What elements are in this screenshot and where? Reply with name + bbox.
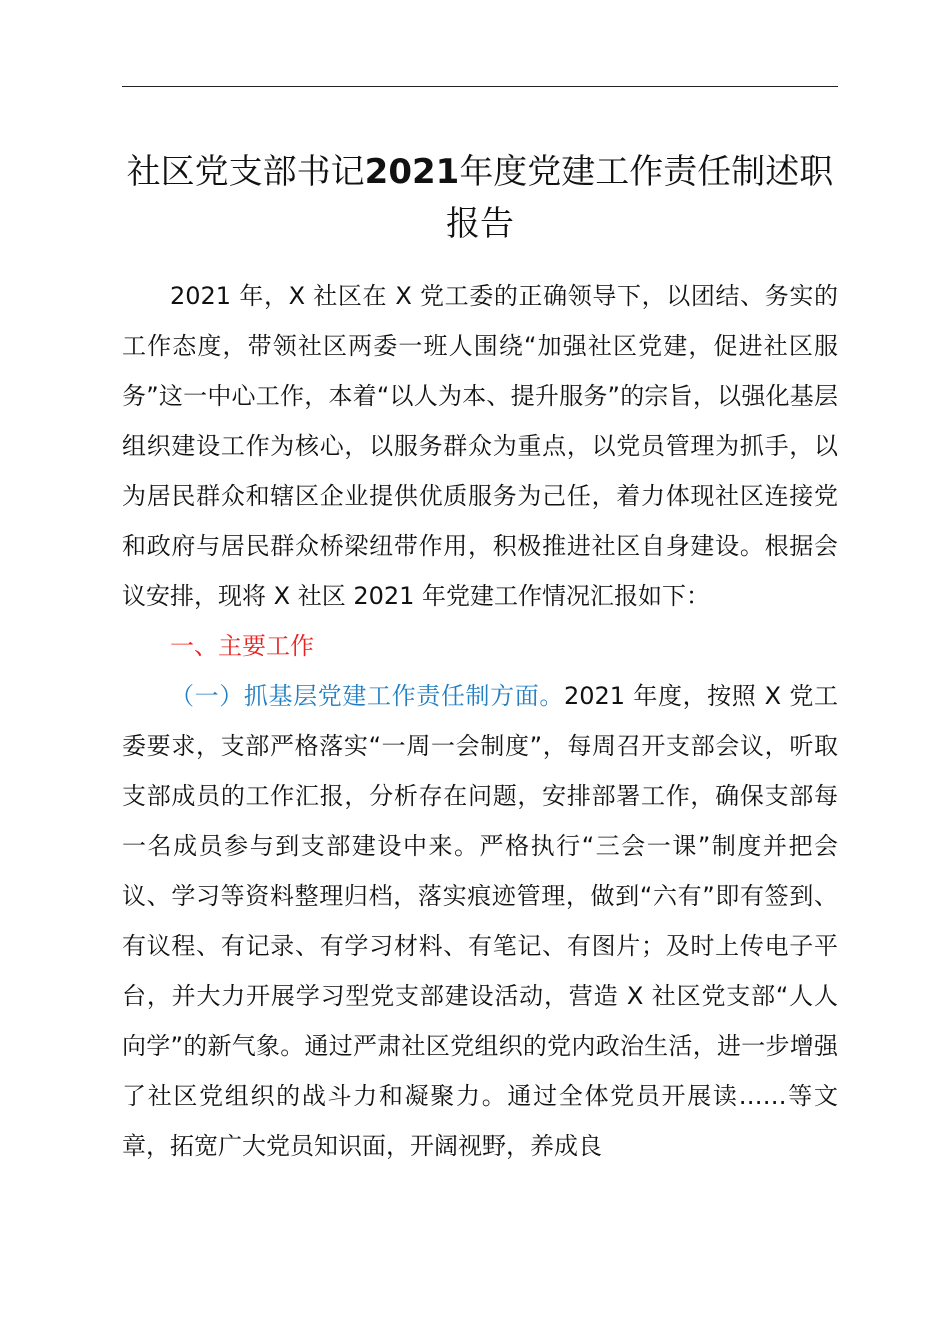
section-heading: 一、主要工作 xyxy=(170,632,314,660)
document-title xyxy=(122,146,838,250)
header-rule xyxy=(122,86,838,87)
title-text-prefix: 社区党支部书记 xyxy=(126,152,365,192)
document-body xyxy=(122,271,838,1171)
subsection-text: 2021 年度，按照 X 党工委要求，支部严格落实“一周一会制度”，每周召开支部会议，听取支部成员的工作汇报，分析存在问题，安排部署工作，确保支部每一名成员参与到支部建设中来。严格执行“三会一课”制度并把会议、学习等资料整理归档，落实痕迹管理，做到“六有”即有签到、有议程、有记录、有学习材料、有笔记、有图片；及时上传电子平台，并大力开展学习型党支部建设活动，营造 X 社区党支部“人人向学”的新气象。通过严肃社区党组织的党内政治生活，进一步增强了社区党组织的战斗力和凝聚力。通过全体党员开展读……等文章，拓宽广大党员知识面，开阔视野，养成良 xyxy=(122,682,839,1160)
intro-paragraph: 2021 年，X 社区在 X 党工委的正确领导下，以团结、务实的工作态度，带领社区两委一班人围绕“加强社区党建，促进社区服务”这一中心工作，本着“以人为本、提升服务”的宗旨，以强化基层组织建设工作为核心，以服务群众为重点，以党员管理为抓手，以为居民群众和辖区企业提供优质服务为己任，着力体现社区连接党和政府与居民群众桥梁纽带作用，积极推进社区自身建设。根据会议安排，现将 X 社区 2021 年党建工作情况汇报如下： xyxy=(122,282,838,610)
subsection-heading: （一）抓基层党建工作责任制方面。 xyxy=(170,682,564,710)
title-text-suffix: 年度党建工作责任制述职报告 xyxy=(446,152,834,244)
title-year: 2021 xyxy=(364,152,460,192)
subsection-paragraph xyxy=(122,671,838,1171)
